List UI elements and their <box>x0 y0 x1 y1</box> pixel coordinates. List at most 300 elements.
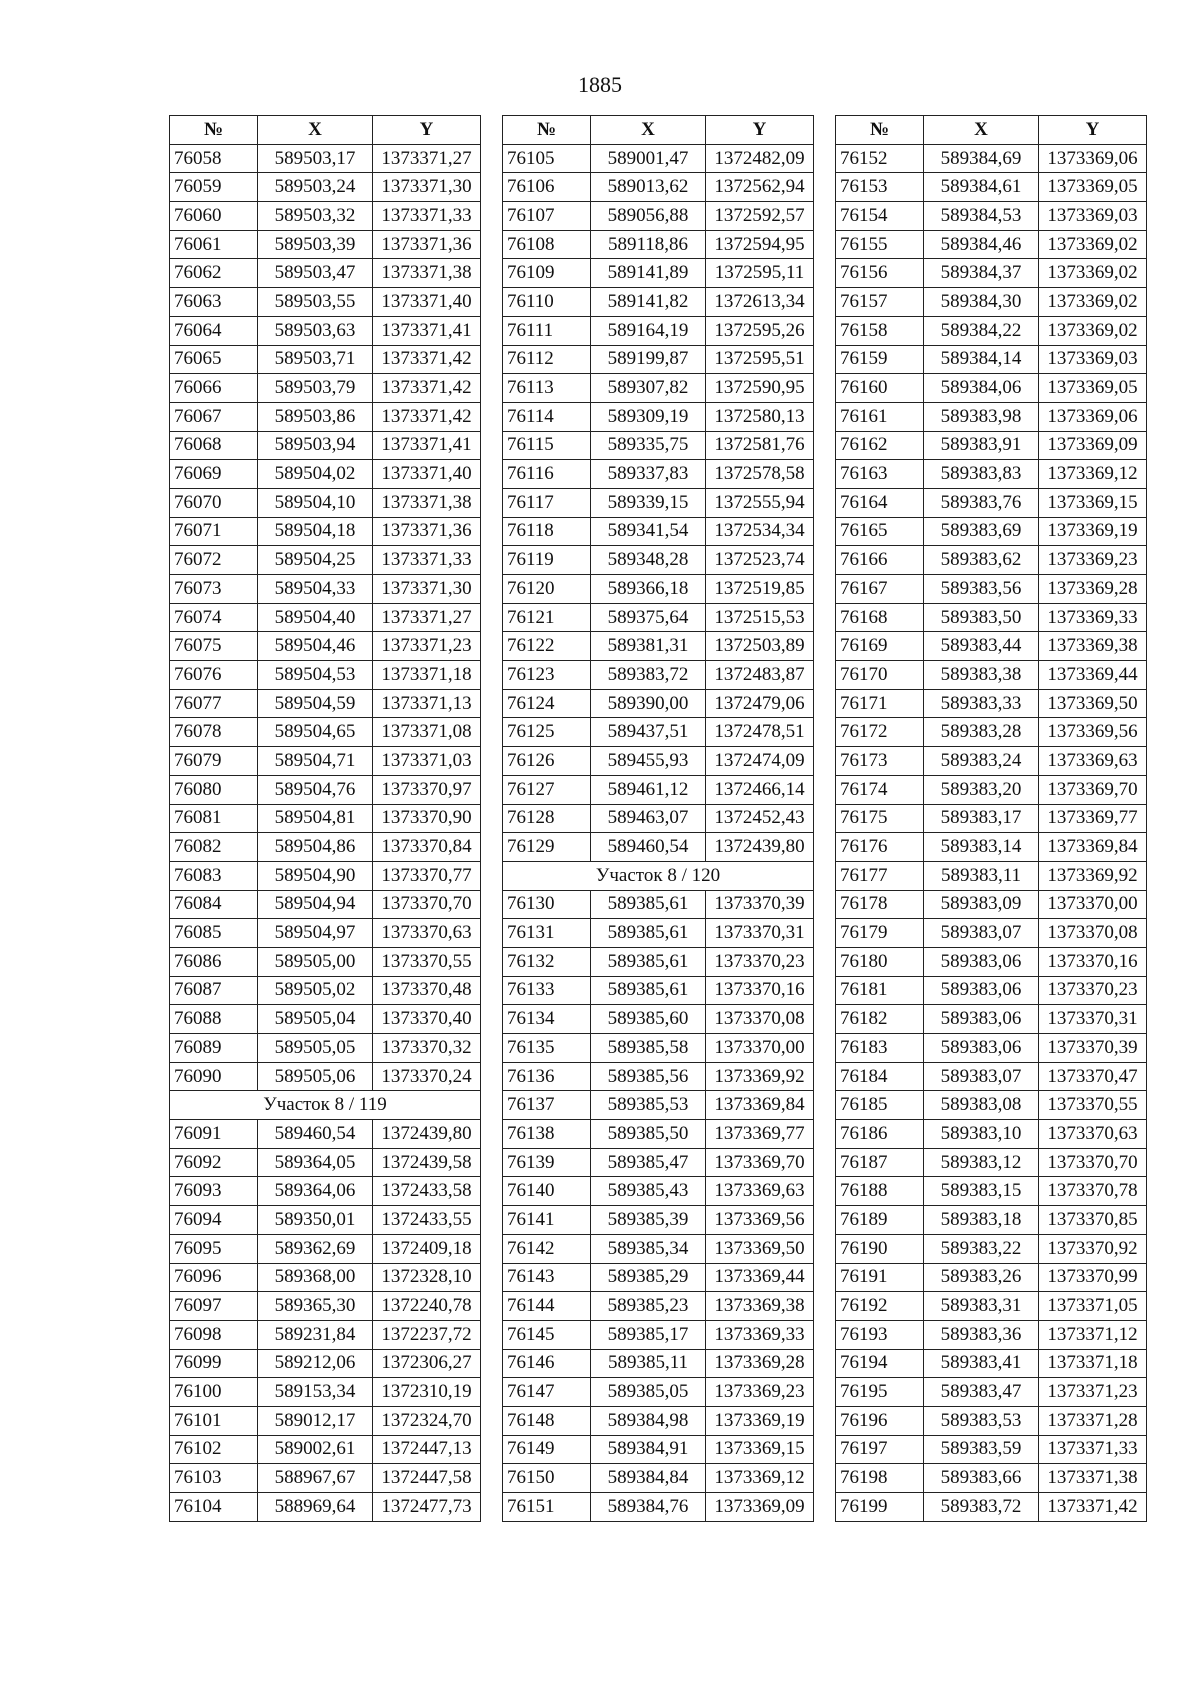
header-row <box>836 116 1147 145</box>
x-coordinate: 589503,86 <box>258 402 373 431</box>
table-row <box>836 259 1147 288</box>
table-row <box>170 804 481 833</box>
table-row <box>170 288 481 317</box>
point-number: 76122 <box>503 632 591 661</box>
x-coordinate: 589385,43 <box>591 1177 706 1206</box>
y-coordinate: 1373369,09 <box>1039 431 1147 460</box>
x-coordinate: 589460,54 <box>591 833 706 862</box>
table-row <box>836 1464 1147 1493</box>
table-row <box>503 546 814 575</box>
table-row <box>503 345 814 374</box>
x-coordinate: 589383,14 <box>924 833 1039 862</box>
point-number: 76134 <box>503 1005 591 1034</box>
section-row <box>170 1091 481 1120</box>
y-coordinate: 1373369,63 <box>706 1177 814 1206</box>
point-number: 76163 <box>836 460 924 489</box>
table-row <box>836 1148 1147 1177</box>
table-row <box>170 947 481 976</box>
y-coordinate: 1372439,80 <box>706 833 814 862</box>
y-coordinate: 1373369,15 <box>706 1435 814 1464</box>
y-coordinate: 1373370,00 <box>1039 890 1147 919</box>
point-number: 76150 <box>503 1464 591 1493</box>
point-number: 76123 <box>503 661 591 690</box>
table-row <box>836 1378 1147 1407</box>
x-coordinate: 589384,14 <box>924 345 1039 374</box>
y-coordinate: 1373369,92 <box>1039 861 1147 890</box>
x-coordinate: 589504,53 <box>258 661 373 690</box>
table-row <box>836 1034 1147 1063</box>
x-coordinate: 589013,62 <box>591 173 706 202</box>
column-header-number: № <box>170 116 258 145</box>
x-coordinate: 589002,61 <box>258 1435 373 1464</box>
point-number: 76199 <box>836 1493 924 1522</box>
point-number: 76171 <box>836 689 924 718</box>
x-coordinate: 589503,55 <box>258 288 373 317</box>
table-row <box>503 775 814 804</box>
point-number: 76073 <box>170 575 258 604</box>
x-coordinate: 589503,39 <box>258 230 373 259</box>
y-coordinate: 1373370,97 <box>373 775 481 804</box>
table-row <box>170 1005 481 1034</box>
table-row <box>170 316 481 345</box>
point-number: 76173 <box>836 747 924 776</box>
point-number: 76088 <box>170 1005 258 1034</box>
point-number: 76152 <box>836 144 924 173</box>
point-number: 76137 <box>503 1091 591 1120</box>
x-coordinate: 589504,02 <box>258 460 373 489</box>
column-header-number: № <box>503 116 591 145</box>
x-coordinate: 589460,54 <box>258 1120 373 1149</box>
point-number: 76064 <box>170 316 258 345</box>
table-row <box>503 488 814 517</box>
table-row <box>503 259 814 288</box>
x-coordinate: 589504,90 <box>258 861 373 890</box>
x-coordinate: 589504,18 <box>258 517 373 546</box>
y-coordinate: 1372534,34 <box>706 517 814 546</box>
x-coordinate: 589385,34 <box>591 1234 706 1263</box>
y-coordinate: 1373371,42 <box>1039 1493 1147 1522</box>
table-row <box>170 1320 481 1349</box>
x-coordinate: 589504,10 <box>258 488 373 517</box>
point-number: 76177 <box>836 861 924 890</box>
x-coordinate: 589012,17 <box>258 1406 373 1435</box>
point-number: 76078 <box>170 718 258 747</box>
y-coordinate: 1372581,76 <box>706 431 814 460</box>
point-number: 76124 <box>503 689 591 718</box>
x-coordinate: 589384,61 <box>924 173 1039 202</box>
table-row <box>170 1062 481 1091</box>
x-coordinate: 589375,64 <box>591 603 706 632</box>
y-coordinate: 1373371,33 <box>373 546 481 575</box>
table-row <box>836 1263 1147 1292</box>
column-header-x: X <box>924 116 1039 145</box>
point-number: 76167 <box>836 575 924 604</box>
point-number: 76092 <box>170 1148 258 1177</box>
point-number: 76067 <box>170 402 258 431</box>
y-coordinate: 1373370,31 <box>1039 1005 1147 1034</box>
y-coordinate: 1373371,23 <box>1039 1378 1147 1407</box>
x-coordinate: 589504,59 <box>258 689 373 718</box>
table-row <box>503 230 814 259</box>
table-row <box>170 230 481 259</box>
x-coordinate: 589383,12 <box>924 1148 1039 1177</box>
table-row <box>503 976 814 1005</box>
table-row <box>170 861 481 890</box>
x-coordinate: 589383,17 <box>924 804 1039 833</box>
y-coordinate: 1372474,09 <box>706 747 814 776</box>
point-number: 76149 <box>503 1435 591 1464</box>
y-coordinate: 1372578,58 <box>706 460 814 489</box>
y-coordinate: 1372580,13 <box>706 402 814 431</box>
y-coordinate: 1373369,02 <box>1039 230 1147 259</box>
table-row <box>170 890 481 919</box>
y-coordinate: 1373370,90 <box>373 804 481 833</box>
point-number: 76086 <box>170 947 258 976</box>
y-coordinate: 1373370,24 <box>373 1062 481 1091</box>
coordinate-table-1 <box>169 115 481 1522</box>
x-coordinate: 589383,06 <box>924 1005 1039 1034</box>
x-coordinate: 589350,01 <box>258 1206 373 1235</box>
point-number: 76089 <box>170 1034 258 1063</box>
y-coordinate: 1372447,58 <box>373 1464 481 1493</box>
table-row <box>170 259 481 288</box>
y-coordinate: 1373371,36 <box>373 517 481 546</box>
x-coordinate: 589056,88 <box>591 202 706 231</box>
x-coordinate: 589385,47 <box>591 1148 706 1177</box>
table-row <box>170 603 481 632</box>
table-row <box>170 1378 481 1407</box>
table-row <box>170 402 481 431</box>
table-row <box>503 431 814 460</box>
point-number: 76147 <box>503 1378 591 1407</box>
table-row <box>836 517 1147 546</box>
y-coordinate: 1373369,03 <box>1039 202 1147 231</box>
point-number: 76083 <box>170 861 258 890</box>
table-row <box>836 374 1147 403</box>
point-number: 76079 <box>170 747 258 776</box>
table-row <box>836 661 1147 690</box>
table-row <box>503 517 814 546</box>
point-number: 76059 <box>170 173 258 202</box>
table-row <box>836 1493 1147 1522</box>
table-row <box>503 1493 814 1522</box>
x-coordinate: 589383,59 <box>924 1435 1039 1464</box>
point-number: 76082 <box>170 833 258 862</box>
x-coordinate: 589383,41 <box>924 1349 1039 1378</box>
y-coordinate: 1373369,50 <box>706 1234 814 1263</box>
point-number: 76153 <box>836 173 924 202</box>
y-coordinate: 1373369,06 <box>1039 402 1147 431</box>
x-coordinate: 589368,00 <box>258 1263 373 1292</box>
y-coordinate: 1372479,06 <box>706 689 814 718</box>
y-coordinate: 1372613,34 <box>706 288 814 317</box>
x-coordinate: 589504,40 <box>258 603 373 632</box>
table-row <box>503 460 814 489</box>
table-row <box>503 1406 814 1435</box>
table-row <box>170 202 481 231</box>
point-number: 76188 <box>836 1177 924 1206</box>
y-coordinate: 1373371,03 <box>373 747 481 776</box>
point-number: 76140 <box>503 1177 591 1206</box>
x-coordinate: 589384,98 <box>591 1406 706 1435</box>
x-coordinate: 589381,31 <box>591 632 706 661</box>
y-coordinate: 1373371,08 <box>373 718 481 747</box>
y-coordinate: 1373371,33 <box>1039 1435 1147 1464</box>
y-coordinate: 1373370,08 <box>706 1005 814 1034</box>
point-number: 76068 <box>170 431 258 460</box>
point-number: 76141 <box>503 1206 591 1235</box>
y-coordinate: 1373370,70 <box>373 890 481 919</box>
table-row <box>503 1292 814 1321</box>
y-coordinate: 1373369,02 <box>1039 288 1147 317</box>
y-coordinate: 1373369,84 <box>1039 833 1147 862</box>
point-number: 76166 <box>836 546 924 575</box>
x-coordinate: 589503,71 <box>258 345 373 374</box>
x-coordinate: 589385,05 <box>591 1378 706 1407</box>
x-coordinate: 589383,20 <box>924 775 1039 804</box>
point-number: 76081 <box>170 804 258 833</box>
table-row <box>836 632 1147 661</box>
x-coordinate: 589118,86 <box>591 230 706 259</box>
x-coordinate: 589383,38 <box>924 661 1039 690</box>
point-number: 76116 <box>503 460 591 489</box>
x-coordinate: 589231,84 <box>258 1320 373 1349</box>
point-number: 76112 <box>503 345 591 374</box>
x-coordinate: 589364,06 <box>258 1177 373 1206</box>
y-coordinate: 1372503,89 <box>706 632 814 661</box>
y-coordinate: 1372562,94 <box>706 173 814 202</box>
y-coordinate: 1373370,39 <box>706 890 814 919</box>
y-coordinate: 1373371,41 <box>373 316 481 345</box>
y-coordinate: 1373371,33 <box>373 202 481 231</box>
table-row <box>836 431 1147 460</box>
x-coordinate: 589383,72 <box>591 661 706 690</box>
table-row <box>836 460 1147 489</box>
column-header-x: X <box>591 116 706 145</box>
point-number: 76100 <box>170 1378 258 1407</box>
x-coordinate: 589385,61 <box>591 976 706 1005</box>
x-coordinate: 589503,17 <box>258 144 373 173</box>
table-row <box>503 1062 814 1091</box>
y-coordinate: 1373370,16 <box>1039 947 1147 976</box>
point-number: 76084 <box>170 890 258 919</box>
y-coordinate: 1373371,05 <box>1039 1292 1147 1321</box>
x-coordinate: 589504,81 <box>258 804 373 833</box>
y-coordinate: 1373370,63 <box>373 919 481 948</box>
point-number: 76119 <box>503 546 591 575</box>
table-row <box>170 1435 481 1464</box>
y-coordinate: 1373370,39 <box>1039 1034 1147 1063</box>
point-number: 76169 <box>836 632 924 661</box>
table-row <box>503 603 814 632</box>
x-coordinate: 588969,64 <box>258 1493 373 1522</box>
x-coordinate: 589383,50 <box>924 603 1039 632</box>
table-row <box>503 689 814 718</box>
point-number: 76104 <box>170 1493 258 1522</box>
y-coordinate: 1373369,19 <box>1039 517 1147 546</box>
table-row <box>503 1263 814 1292</box>
x-coordinate: 589341,54 <box>591 517 706 546</box>
table-row <box>836 775 1147 804</box>
y-coordinate: 1373369,33 <box>706 1320 814 1349</box>
y-coordinate: 1373371,41 <box>373 431 481 460</box>
point-number: 76160 <box>836 374 924 403</box>
point-number: 76196 <box>836 1406 924 1435</box>
section-row <box>503 861 814 890</box>
point-number: 76080 <box>170 775 258 804</box>
table-row <box>170 546 481 575</box>
table-row <box>170 1120 481 1149</box>
table-row <box>503 1320 814 1349</box>
table-row <box>170 919 481 948</box>
point-number: 76154 <box>836 202 924 231</box>
table-row <box>836 1206 1147 1235</box>
point-number: 76075 <box>170 632 258 661</box>
x-coordinate: 589383,15 <box>924 1177 1039 1206</box>
y-coordinate: 1373371,38 <box>373 488 481 517</box>
x-coordinate: 588967,67 <box>258 1464 373 1493</box>
x-coordinate: 589385,23 <box>591 1292 706 1321</box>
x-coordinate: 589383,72 <box>924 1493 1039 1522</box>
y-coordinate: 1373371,40 <box>373 288 481 317</box>
section-title: Участок 8 / 120 <box>503 861 814 890</box>
table-row <box>503 1234 814 1263</box>
point-number: 76190 <box>836 1234 924 1263</box>
y-coordinate: 1373369,70 <box>706 1148 814 1177</box>
y-coordinate: 1373371,18 <box>1039 1349 1147 1378</box>
point-number: 76066 <box>170 374 258 403</box>
x-coordinate: 589383,28 <box>924 718 1039 747</box>
x-coordinate: 589504,86 <box>258 833 373 862</box>
y-coordinate: 1373369,02 <box>1039 316 1147 345</box>
section-title: Участок 8 / 119 <box>170 1091 481 1120</box>
x-coordinate: 589337,83 <box>591 460 706 489</box>
table-row <box>836 1349 1147 1378</box>
table-row <box>503 1005 814 1034</box>
x-coordinate: 589383,36 <box>924 1320 1039 1349</box>
x-coordinate: 589455,93 <box>591 747 706 776</box>
table-row <box>170 1034 481 1063</box>
point-number: 76076 <box>170 661 258 690</box>
point-number: 76142 <box>503 1234 591 1263</box>
y-coordinate: 1373369,56 <box>706 1206 814 1235</box>
point-number: 76072 <box>170 546 258 575</box>
point-number: 76157 <box>836 288 924 317</box>
x-coordinate: 589384,84 <box>591 1464 706 1493</box>
y-coordinate: 1373369,28 <box>1039 575 1147 604</box>
point-number: 76135 <box>503 1034 591 1063</box>
x-coordinate: 589385,53 <box>591 1091 706 1120</box>
x-coordinate: 589383,06 <box>924 947 1039 976</box>
y-coordinate: 1373370,70 <box>1039 1148 1147 1177</box>
table-row <box>170 689 481 718</box>
x-coordinate: 589383,62 <box>924 546 1039 575</box>
point-number: 76195 <box>836 1378 924 1407</box>
table-row <box>836 947 1147 976</box>
y-coordinate: 1373369,23 <box>706 1378 814 1407</box>
point-number: 76175 <box>836 804 924 833</box>
point-number: 76183 <box>836 1034 924 1063</box>
table-row <box>836 747 1147 776</box>
x-coordinate: 589504,71 <box>258 747 373 776</box>
x-coordinate: 589383,11 <box>924 861 1039 890</box>
x-coordinate: 589384,76 <box>591 1493 706 1522</box>
y-coordinate: 1373369,77 <box>706 1120 814 1149</box>
table-row <box>503 1091 814 1120</box>
table-row <box>836 288 1147 317</box>
table-row <box>503 919 814 948</box>
table-row <box>836 173 1147 202</box>
table-row <box>170 1464 481 1493</box>
y-coordinate: 1373370,84 <box>373 833 481 862</box>
x-coordinate: 589505,05 <box>258 1034 373 1063</box>
table-row <box>503 1034 814 1063</box>
table-row <box>503 173 814 202</box>
y-coordinate: 1373369,38 <box>706 1292 814 1321</box>
y-coordinate: 1373369,05 <box>1039 374 1147 403</box>
y-coordinate: 1373370,48 <box>373 976 481 1005</box>
point-number: 76065 <box>170 345 258 374</box>
table-row <box>170 632 481 661</box>
x-coordinate: 589212,06 <box>258 1349 373 1378</box>
point-number: 76111 <box>503 316 591 345</box>
y-coordinate: 1372447,13 <box>373 1435 481 1464</box>
table-row <box>836 1177 1147 1206</box>
y-coordinate: 1372523,74 <box>706 546 814 575</box>
point-number: 76085 <box>170 919 258 948</box>
column-header-y: Y <box>1039 116 1147 145</box>
y-coordinate: 1372595,26 <box>706 316 814 345</box>
table-row <box>836 1005 1147 1034</box>
y-coordinate: 1373370,77 <box>373 861 481 890</box>
x-coordinate: 589504,25 <box>258 546 373 575</box>
point-number: 76132 <box>503 947 591 976</box>
x-coordinate: 589339,15 <box>591 488 706 517</box>
point-number: 76180 <box>836 947 924 976</box>
y-coordinate: 1373370,23 <box>1039 976 1147 1005</box>
point-number: 76063 <box>170 288 258 317</box>
table-row <box>836 833 1147 862</box>
y-coordinate: 1373370,16 <box>706 976 814 1005</box>
point-number: 76077 <box>170 689 258 718</box>
y-coordinate: 1373370,47 <box>1039 1062 1147 1091</box>
y-coordinate: 1373371,42 <box>373 374 481 403</box>
y-coordinate: 1373369,12 <box>1039 460 1147 489</box>
x-coordinate: 589383,44 <box>924 632 1039 661</box>
y-coordinate: 1373369,77 <box>1039 804 1147 833</box>
y-coordinate: 1372237,72 <box>373 1320 481 1349</box>
y-coordinate: 1373371,38 <box>373 259 481 288</box>
x-coordinate: 589503,79 <box>258 374 373 403</box>
x-coordinate: 589383,91 <box>924 431 1039 460</box>
table-row <box>836 603 1147 632</box>
point-number: 76098 <box>170 1320 258 1349</box>
point-number: 76182 <box>836 1005 924 1034</box>
x-coordinate: 589437,51 <box>591 718 706 747</box>
table-row <box>170 1406 481 1435</box>
x-coordinate: 589364,05 <box>258 1148 373 1177</box>
table-row <box>170 1292 481 1321</box>
y-coordinate: 1373370,92 <box>1039 1234 1147 1263</box>
point-number: 76097 <box>170 1292 258 1321</box>
x-coordinate: 589384,69 <box>924 144 1039 173</box>
point-number: 76110 <box>503 288 591 317</box>
point-number: 76129 <box>503 833 591 862</box>
x-coordinate: 589385,61 <box>591 890 706 919</box>
y-coordinate: 1372306,27 <box>373 1349 481 1378</box>
y-coordinate: 1373369,19 <box>706 1406 814 1435</box>
x-coordinate: 589366,18 <box>591 575 706 604</box>
